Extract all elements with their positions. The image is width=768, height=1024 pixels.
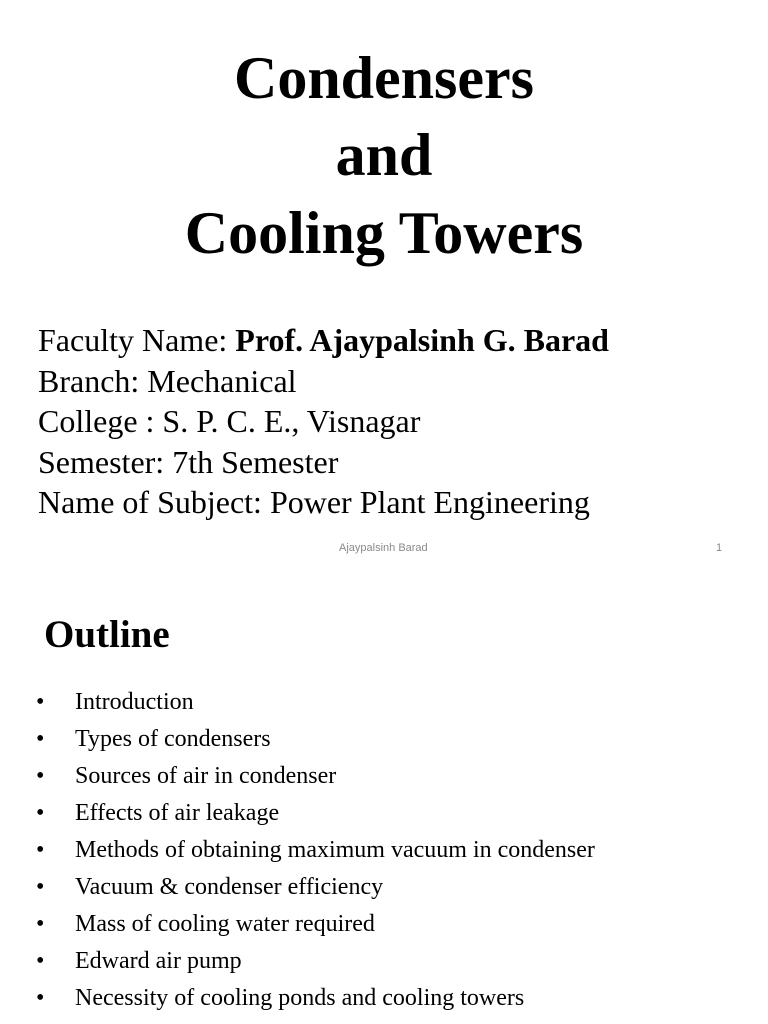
title-line-1: Condensers (233, 45, 535, 111)
outline-item-text: Necessity of cooling ponds and cooling towers (75, 985, 525, 1011)
outline-item-text: Edward air pump (75, 948, 242, 974)
subject-line: Name of Subject: Power Plant Engineering (38, 484, 590, 520)
outline-item (36, 906, 595, 943)
bullet-icon: • (36, 874, 45, 900)
outline-item (36, 943, 595, 980)
outline-item-text: Types of condensers (75, 726, 271, 752)
semester-line: Semester: 7th Semester (38, 443, 339, 480)
outline-item (36, 869, 595, 906)
outline-item (36, 721, 595, 758)
title-line-3: Cooling Towers (184, 200, 584, 266)
slide-2 (0, 576, 768, 1024)
faculty-line (38, 320, 609, 361)
bullet-icon: • (36, 689, 45, 715)
bullet-icon: • (36, 800, 45, 826)
bullet-icon: • (36, 985, 45, 1011)
outline-item (36, 758, 595, 795)
outline-item-text: Effects of air leakage (75, 800, 280, 826)
bullet-icon: • (36, 763, 45, 789)
outline-item (36, 684, 595, 721)
bullet-icon: • (36, 948, 45, 974)
outline-title: Outline (44, 613, 170, 656)
outline-item (36, 980, 595, 1017)
faculty-name: Prof. Ajaypalsinh G. Barad (235, 322, 609, 358)
title-line-2: and (335, 122, 433, 188)
bullet-icon: • (36, 726, 45, 752)
page-number: 1 (716, 542, 723, 554)
bullet-icon: • (36, 837, 45, 863)
outline-item (36, 795, 595, 832)
outline-item-text: Introduction (75, 689, 194, 715)
course-info (38, 320, 609, 523)
outline-item-text: Mass of cooling water required (75, 911, 375, 937)
outline-item (36, 832, 595, 869)
footer-author: Ajaypalsinh Barad (339, 542, 428, 554)
bullet-icon: • (36, 911, 45, 937)
outline-item-text: Vacuum & condenser efficiency (75, 874, 384, 900)
branch-line: Branch: Mechanical (38, 362, 297, 399)
faculty-label: Faculty Name: (38, 322, 236, 358)
outline-item-text: Sources of air in condenser (75, 763, 337, 789)
outline-list (36, 684, 595, 1017)
outline-item-text: Methods of obtaining maximum vacuum in condenser (75, 837, 595, 863)
college-line: College : S. P. C. E., Visnagar (38, 403, 421, 439)
